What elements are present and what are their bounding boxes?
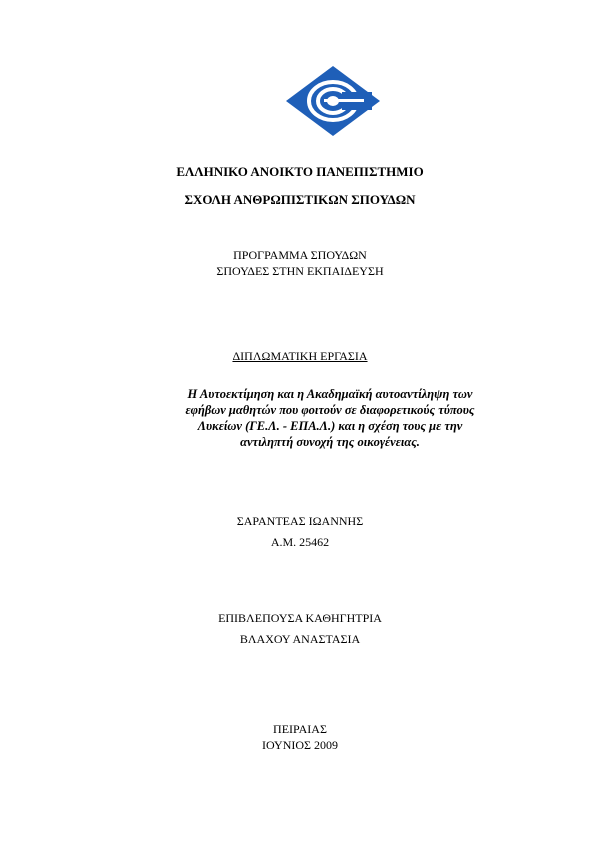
author-id: Α.Μ. 25462 — [270, 535, 330, 549]
thesis-title-line: εφήβων μαθητών που φοιτούν σε διαφορετικούς τύπους — [185, 403, 475, 417]
thesis-title-line: αντιληπτή συνοχή της οικογένειας. — [240, 435, 420, 449]
supervisor-name: ΒΛΑΧΟΥ ΑΝΑΣΤΑΣΙΑ — [239, 632, 361, 646]
program-line-2: ΣΠΟΥΔΕΣ ΣΤΗΝ ΕΚΠΑΙΔΕΥΣΗ — [216, 264, 384, 278]
thesis-title — [160, 386, 500, 450]
thesis-title-line: Η Αυτοεκτίμηση και η Ακαδημαϊκή αυτοαντίληψη των — [187, 387, 473, 401]
school-name: ΣΧΟΛΗ ΑΝΘΡΩΠΙΣΤΙΚΩΝ ΣΠΟΥΔΩΝ — [184, 192, 416, 207]
program-line-1: ΠΡΟΓΡΑΜΜΑ ΣΠΟΥΔΩΝ — [233, 248, 367, 262]
place: ΠΕΙΡΑΙΑΣ — [273, 722, 327, 736]
date: ΙΟΥΝΙΟΣ 2009 — [261, 738, 339, 752]
supervisor-label: ΕΠΙΒΛΕΠΟΥΣΑ ΚΑΘΗΓΗΤΡΙΑ — [218, 611, 382, 625]
eap-logo-icon — [284, 64, 382, 138]
thesis-label: ΔΙΠΛΩΜΑΤΙΚΗ ΕΡΓΑΣΙΑ — [232, 349, 368, 363]
author-name: ΣΑΡΑΝΤΕΑΣ ΙΩΑΝΝΗΣ — [236, 514, 364, 528]
thesis-title-line: Λυκείων (ΓΕ.Λ. - ΕΠΑ.Λ.) και η σχέση τους με την — [197, 419, 463, 433]
university-name: ΕΛΛΗΝΙΚΟ ΑΝΟΙΚΤΟ ΠΑΝΕΠΙΣΤΗΜΙΟ — [176, 164, 424, 179]
